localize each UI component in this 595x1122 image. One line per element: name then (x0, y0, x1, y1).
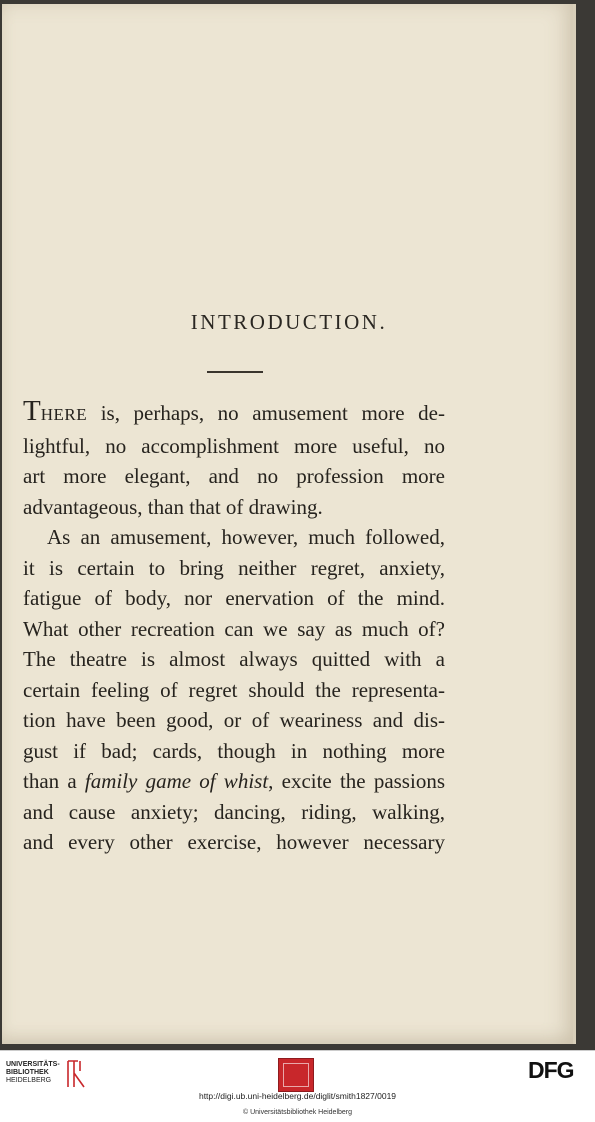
line-text: , excite the passions (268, 769, 445, 793)
library-name-line: UNIVERSITÄTS- (6, 1061, 60, 1068)
text-line (23, 766, 445, 797)
text-line: The theatre is almost always quitted with a (23, 647, 445, 671)
drop-cap: T (23, 395, 41, 427)
text-line: As an amusement, however, much followed, (47, 525, 445, 549)
title-rule (207, 371, 263, 373)
viewer-footer (0, 1050, 595, 1122)
digital-collection-logo-icon[interactable] (278, 1058, 314, 1092)
dfg-logo[interactable]: DFG (528, 1057, 574, 1083)
page-title: INTRODUCTION. (190, 310, 388, 334)
text-line (23, 395, 445, 431)
body-text (23, 395, 445, 858)
line-text: than a (23, 769, 85, 793)
text-line: fatigue of body, nor enervation of the mind. (23, 586, 445, 610)
text-line: and cause anxiety; dancing, riding, walking, (23, 799, 445, 824)
line-text: is, perhaps, no amusement more de- (87, 401, 445, 425)
text-line: and every other exercise, however necessary (23, 830, 445, 854)
text-line: gust if bad; cards, though in nothing more (23, 738, 445, 763)
text-line: art more elegant, and no profession more (23, 464, 445, 488)
book-page (2, 4, 576, 1044)
text-line: tion have been good, or of weariness and dis- (23, 708, 445, 732)
library-name-line: HEIDELBERG (6, 1077, 52, 1084)
text-line: lightful, no accomplishment more useful, no (23, 433, 445, 458)
text-line: certain feeling of regret should the representa- (23, 677, 445, 702)
text-line: it is certain to bring neither regret, anxiety, (23, 555, 445, 580)
permalink-url[interactable]: http://digi.ub.uni-heidelberg.de/diglit/smith1827/0019 (198, 1091, 397, 1101)
first-word-rest: HERE (40, 405, 88, 424)
copyright-notice: © Universitätsbibliothek Heidelberg (242, 1109, 353, 1116)
university-library-logo[interactable] (6, 1057, 86, 1089)
library-name-line: BIBLIOTHEK (6, 1069, 49, 1076)
italic-phrase: family game of whist (84, 769, 269, 793)
library-emblem-icon (64, 1059, 88, 1089)
text-line: What other recreation can we say as much of? (23, 616, 445, 641)
text-line: advantageous, than that of drawing. (23, 494, 323, 519)
